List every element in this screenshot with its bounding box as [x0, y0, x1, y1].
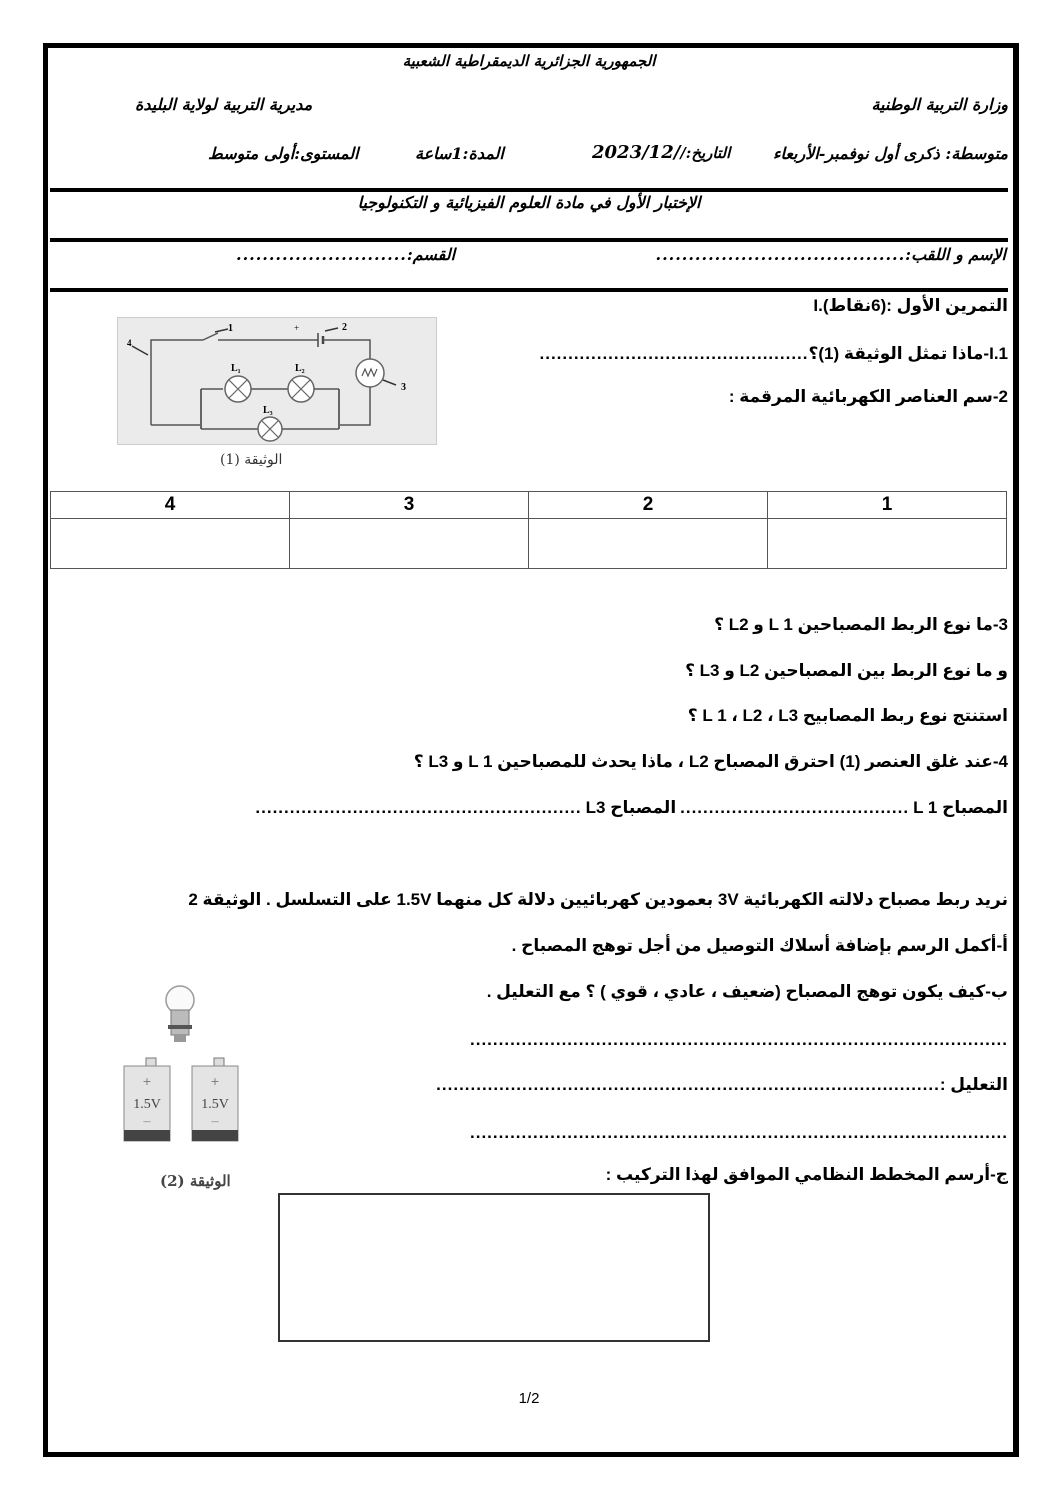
question-a: أ-أكمل الرسم بإضافة أسلاك التوصيل من أجل توهج المصباح . [511, 936, 1008, 955]
question-1-text: I.1-ماذا تمثل الوثيقة (1)؟ [808, 344, 1008, 363]
duration-label: المدة:1ساعة [415, 144, 504, 163]
date-label: التاريخ:/ [680, 144, 731, 162]
motor-icon [356, 359, 384, 387]
table-header-cell: 4 [51, 492, 290, 519]
elements-table [50, 491, 1007, 569]
battery-1-plus: + [142, 1075, 152, 1088]
table-header-cell: 1 [768, 492, 1007, 519]
battery-1-label: 1.5V [133, 1097, 161, 1112]
battery-2-minus: — [211, 1117, 219, 1126]
separator-line [50, 238, 1008, 242]
arrow-1-icon [215, 329, 228, 332]
switch-icon [203, 333, 218, 340]
label-1: 1 [228, 323, 233, 334]
answer-l3-label: المصباح L3 [585, 798, 677, 817]
question-1 [540, 344, 1009, 364]
separator-line [50, 288, 1008, 292]
battery-2-icon [192, 1058, 238, 1141]
table-answer-cell[interactable] [290, 519, 529, 569]
label-4: 4 [127, 338, 132, 348]
label-l2: L₂ [295, 363, 305, 374]
question-3-line2: و ما نوع الربط بين المصباحين L2 و L3 ؟ [685, 661, 1008, 680]
doc2-caption: الوثيقة (2) [160, 1172, 231, 1190]
class-field[interactable] [236, 245, 455, 264]
doc1-caption: الوثيقة (1) [220, 452, 283, 468]
question-3-line3: استنتج نوع ربط المصابيح L 1 ، L2 ، L3 ؟ [687, 706, 1008, 725]
label-2: 2 [342, 322, 347, 333]
table-row [51, 519, 1007, 569]
label-l1: L₁ [231, 363, 241, 374]
justification-field [436, 1075, 1008, 1095]
table-header-cell: 3 [290, 492, 529, 519]
ministry-label: وزارة التربية الوطنية [871, 95, 1008, 114]
circuit-svg [118, 318, 436, 444]
answer-l1-label: المصباح L 1 [913, 798, 1008, 817]
exam-title: الإختبار الأول في مادة العلوم الفيزيائية و التكنولوجيا [357, 193, 701, 212]
school-label: متوسطة: ذكرى أول نوفمبر-الأربعاء [772, 144, 1008, 163]
battery-2-plus: + [210, 1075, 220, 1088]
directorate-label: مديرية التربية لولاية البليدة [135, 95, 313, 114]
label-3: 3 [401, 382, 406, 393]
question-2: 2-سم العناصر الكهربائية المرقمة : [728, 387, 1008, 406]
class-dots[interactable]: .......................... [236, 245, 407, 264]
doc2-illustration [110, 980, 260, 1170]
battery-plus: + [294, 323, 300, 333]
table-answer-cell[interactable] [768, 519, 1007, 569]
page-number: 1/2 [518, 1390, 540, 1407]
student-name-dots[interactable]: ...................................... [655, 245, 906, 264]
answer-l3-dots[interactable]: ......................................................... [255, 798, 582, 817]
question-1-answer-dots[interactable]: ............................................... [539, 344, 809, 363]
battery-1-icon [124, 1058, 170, 1141]
student-name-field[interactable] [656, 245, 1007, 264]
question-4: 4-عند غلق العنصر (1) احترق المصباح L2 ، ماذا يحدث للمصباحين L 1 و L3 ؟ [413, 752, 1008, 771]
class-label: القسم: [406, 245, 456, 264]
level-label: المستوى:أولى متوسط [208, 144, 359, 163]
schematic-drawing-area[interactable] [278, 1193, 710, 1342]
answer-dots-line-1[interactable]: .............................................................................................. [470, 1030, 1008, 1049]
date-field [588, 142, 730, 163]
arrow-2-icon [325, 328, 338, 331]
question-4-answer [255, 798, 1008, 818]
question-c: ج-أرسم المخطط النظامي الموافق لهذا التركيب : [605, 1165, 1008, 1184]
label-l3: L₃ [263, 405, 273, 416]
arrow-4-icon [132, 346, 148, 355]
table-answer-cell[interactable] [51, 519, 290, 569]
republic-title: الجمهورية الجزائرية الديمقراطية الشعبية [402, 52, 656, 70]
question-b: ب-كيف يكون توهج المصباح (ضعيف ، عادي ، قوي ) ؟ مع التعليل . [486, 982, 1008, 1001]
table-header-row [51, 492, 1007, 519]
exercise1-title: I.التمرين الأول :(6نقاط) [813, 296, 1008, 315]
battery-1-minus: — [143, 1117, 151, 1126]
circuit-diagram-doc1 [117, 317, 437, 445]
student-name-label: الإسم و اللقب: [905, 245, 1006, 264]
lamp-and-batteries-svg [110, 980, 260, 1170]
question-3-line1: 3-ما نوع الربط المصباحين L 1 و L2 ؟ [714, 615, 1008, 634]
table-answer-cell[interactable] [529, 519, 768, 569]
justification-label: التعليل : [939, 1075, 1008, 1094]
battery-2-label: 1.5V [201, 1097, 229, 1112]
justification-dots[interactable]: ........................................................................................ [436, 1075, 940, 1094]
arrow-3-icon [383, 380, 396, 385]
answer-l1-dots[interactable]: ........................................ [680, 798, 910, 817]
separator-line [50, 188, 1008, 192]
exercise2-intro: نريد ربط مصباح دلالته الكهربائية 3V بعمودين كهربائيين دلالة كل منهما 1.5V على التسلسل . الوثيقة 2 [188, 890, 1008, 909]
table-header-cell: 2 [529, 492, 768, 519]
bulb-icon [166, 986, 194, 1042]
date-value: 2023/12/ [592, 142, 681, 163]
answer-dots-line-3[interactable]: .............................................................................................. [470, 1123, 1008, 1142]
